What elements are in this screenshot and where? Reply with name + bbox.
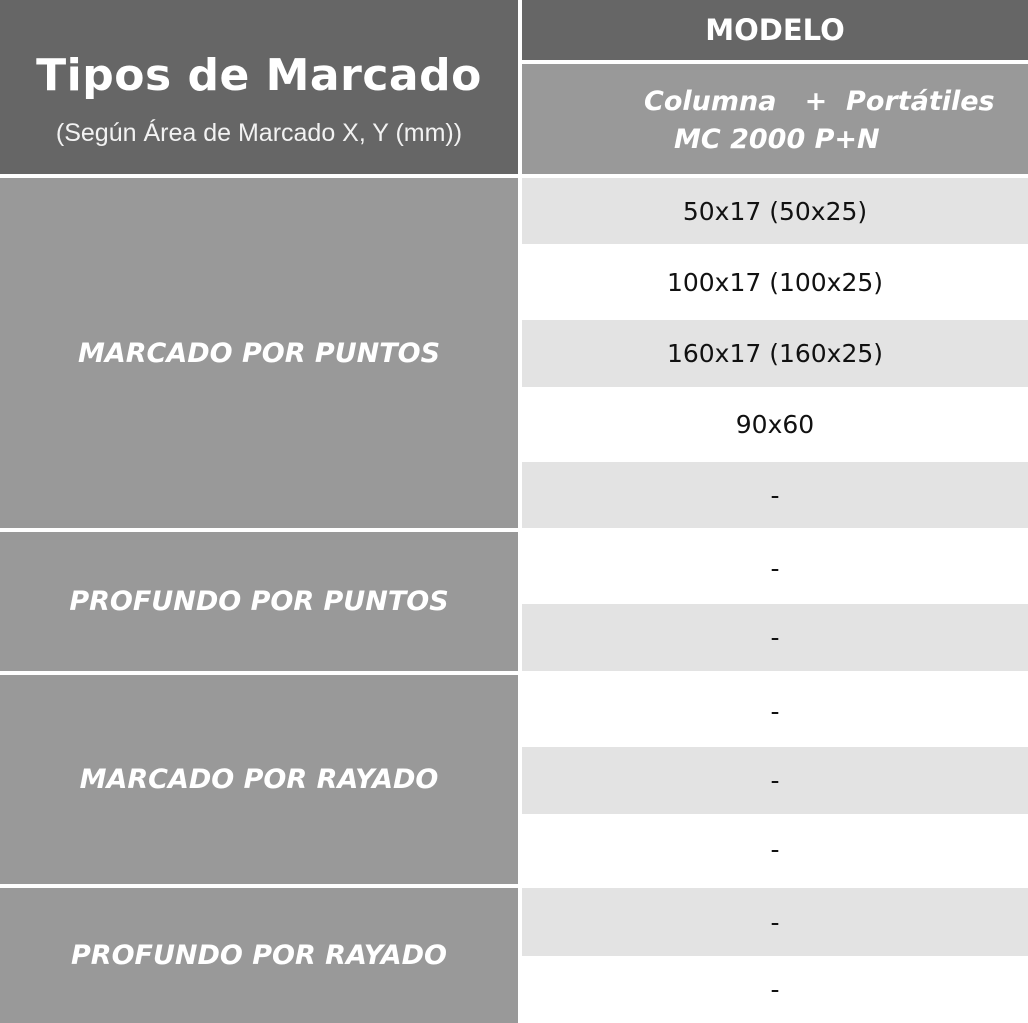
value-cell: 50x17 (50x25) (522, 178, 1028, 244)
table-subtitle: (Según Área de Marcado X, Y (mm)) (55, 119, 463, 147)
category-cell: MARCADO POR PUNTOS (0, 178, 518, 528)
value-cell: 160x17 (160x25) (522, 320, 1028, 387)
category-cell: PROFUNDO POR PUNTOS (0, 532, 518, 671)
value-cell: - (522, 462, 1028, 528)
model-name-line2: MC 2000 P+N (674, 124, 880, 155)
model-header: MODELO (522, 0, 1028, 60)
category-cell: MARCADO POR RAYADO (0, 675, 518, 884)
value-cell: 90x60 (522, 387, 1028, 462)
value-cell: - (522, 956, 1028, 1023)
model-subheader (522, 64, 1028, 174)
value-cell: - (522, 814, 1028, 884)
table-header-title-cell (0, 0, 518, 174)
value-cell: - (522, 888, 1028, 956)
value-cell: - (522, 604, 1028, 671)
model-name-line1: Columna + Portátiles (644, 86, 995, 117)
value-cell: - (522, 747, 1028, 814)
value-cell: - (522, 532, 1028, 604)
table-title: Tipos de Marcado (36, 50, 482, 101)
value-cell: 100x17 (100x25) (522, 244, 1028, 320)
value-cell: - (522, 675, 1028, 747)
category-cell: PROFUNDO POR RAYADO (0, 888, 518, 1023)
